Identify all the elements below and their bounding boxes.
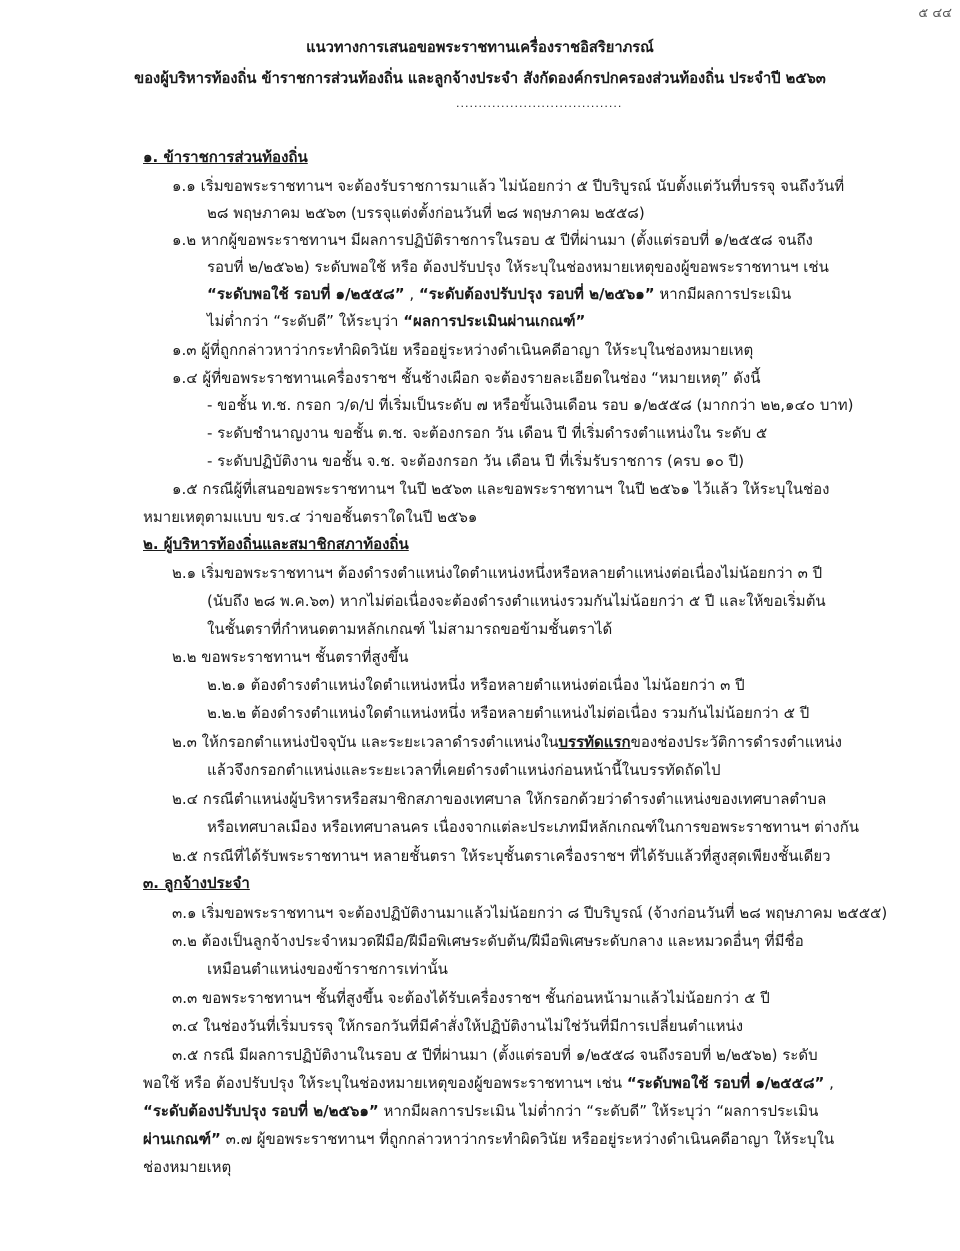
item-1-2-line-2: รอบที่ ๒/๒๕๖๒) ระดับพอใช้ หรือ ต้องปรับปรุง ให้ระบุในช่องหมายเหตุของผู้ขอพระราชทานฯ เช่น: [207, 258, 829, 276]
document-title: แนวทางการเสนอขอพระราชทานเครื่องราชอิสริยาภรณ์: [306, 38, 654, 56]
item-2-2-1: ๒.๒.๑ ต้องดำรงตำแหน่งใดตำแหน่งหนึ่ง หรือหลายตำแหน่งต่อเนื่อง ไม่น้อยกว่า ๓ ปี: [207, 676, 745, 694]
example-pass-result: “ผลการประเมินผ่านเกณฑ์”: [403, 312, 586, 330]
item-1-4-bullet-2: - ระดับชำนาญงาน ขอชั้น ต.ช. จะต้องกรอก วัน เดือน ปี ที่เริ่มดำรงตำแหน่งใน ระดับ ๕: [207, 424, 768, 442]
item-3-4: ๓.๔ ในช่องวันที่เริ่มบรรจุ ให้กรอกวันที่มีคำสั่งให้ปฏิบัติงานไม่ใช่วันที่มีการเปลี่ยนตำแหน่ง: [172, 1017, 744, 1035]
item-2-3-text-end: ของช่องประวัติการดำรงตำแหน่ง: [630, 733, 842, 751]
item-2-1-line-1: ๒.๑ เริ่มขอพระราชทานฯ ต้องดำรงตำแหน่งใดตำแหน่งหนึ่งหรือหลายตำแหน่งต่อเนื่องไม่น้อยกว่า ๓ ปี: [172, 564, 823, 582]
item-2-3-line-2: แล้วจึงกรอกตำแหน่งและระยะเวลาที่เคยดำรงตำแหน่งก่อนหน้านี้ในบรรทัดถัดไป: [207, 761, 721, 779]
item-1-2-line-3: [207, 284, 791, 304]
item-3-5-line-4: [143, 1129, 834, 1149]
separator-2: ,: [824, 1074, 834, 1092]
example-fair-level-2: “ระดับพอใช้ รอบที่ ๑/๒๕๕๘”: [626, 1074, 825, 1092]
separator: ,: [404, 285, 419, 303]
item-3-2-line-2: เหมือนตำแหน่งของข้าราชการเท่านั้น: [207, 960, 448, 978]
item-1-2-line-4: [207, 311, 585, 331]
example-pass-result-2: ผ่านเกณฑ์”: [143, 1130, 221, 1148]
document-subtitle: ของผู้บริหารท้องถิ่น ข้าราชการส่วนท้องถิ่น และลูกจ้างประจำ สังกัดองค์กรปกครองส่วนท้องถิ่น ประจำปี ๒๕๖๓: [134, 69, 826, 87]
section-1-heading: ๑. ข้าราชการส่วนท้องถิ่น: [143, 148, 308, 166]
item-3-2-line-1: ๓.๒ ต้องเป็นลูกจ้างประจำหมวดฝีมือ/ฝีมือพิเศษระดับต้น/ฝีมือพิเศษระดับกลาง และหมวดอื่นๆ ที่มีชื่อ: [172, 932, 804, 950]
title-divider: .....................................: [456, 97, 623, 110]
item-2-1-line-2: (นับถึง ๒๘ พ.ค.๖๓) หากไม่ต่อเนื่องจะต้องดำรงตำแหน่งรวมกันไม่น้อยกว่า ๕ ปี และให้ขอเริ่มต้น: [207, 592, 826, 610]
item-2-4-line-1: ๒.๔ กรณีตำแหน่งผู้บริหารหรือสมาชิกสภาของเทศบาล ให้กรอกด้วยว่าดำรงตำแหน่งของเทศบาลตำบล: [172, 790, 827, 808]
item-1-1-line-2: ๒๘ พฤษภาคม ๒๕๖๓ (บรรจุแต่งตั้งก่อนวันที่ ๒๘ พฤษภาคม ๒๕๕๘): [207, 204, 645, 222]
item-2-5: ๒.๕ กรณีที่ได้รับพระราชทานฯ หลายชั้นตรา ให้ระบุชั้นตราเครื่องราชฯ ที่ได้รับแล้วที่สูงสุดเพียงชั้นเดียว: [172, 847, 831, 865]
first-line-emphasis: บรรทัดแรก: [558, 733, 631, 751]
item-1-4-bullet-3: - ระดับปฏิบัติงาน ขอชั้น จ.ช. จะต้องกรอก วัน เดือน ปี ที่เริ่มรับราชการ (ครบ ๑๐ ปี): [207, 452, 745, 470]
item-3-5-line-2: [143, 1073, 834, 1093]
item-2-1-line-3: ในชั้นตราที่กำหนดตามหลักเกณฑ์ ไม่สามารถขอข้ามชั้นตราได้: [207, 620, 613, 638]
item-3-5-condition: หากมีผลการประเมิน ไม่ต่ำกว่า “ระดับดี” ให้ระบุว่า “ผลการประเมิน: [378, 1102, 819, 1120]
item-2-3-text: ๒.๓ ให้กรอกตำแหน่งปัจจุบัน และระยะเวลาดำรงตำแหน่งใน: [172, 733, 559, 751]
item-1-4-bullet-1: - ขอชั้น ท.ช. กรอก ว/ด/ป ที่เริ่มเป็นระดับ ๗ หรือขั้นเงินเดือน รอบ ๑/๒๕๕๘ (มากกว่า ๒๒,๑๔๐ บาท): [207, 396, 854, 414]
item-1-1-line-1: ๑.๑ เริ่มขอพระราชทานฯ จะต้องรับราชการมาแล้ว ไม่น้อยกว่า ๕ ปีบริบูรณ์ นับตั้งแต่วันที่บรรจุ จนถึงวันที่: [172, 177, 845, 195]
item-1-2-condition: ไม่ต่ำกว่า “ระดับดี” ให้ระบุว่า: [207, 312, 404, 330]
item-3-5-line-3: [143, 1101, 818, 1121]
item-3-1: ๓.๑ เริ่มขอพระราชทานฯ จะต้องปฏิบัติงานมาแล้วไม่น้อยกว่า ๘ ปีบริบูรณ์ (จ้างก่อนวันที่ ๒๘ พฤษภาคม ๒๕๕๕): [172, 904, 888, 922]
item-1-2-line-1: ๑.๒ หากผู้ขอพระราชทานฯ มีผลการปฏิบัติราชการในรอบ ๕ ปีที่ผ่านมา (ตั้งแต่รอบที่ ๑/๒๕๕๘ จนถึง: [172, 231, 813, 249]
item-3-7-text: ๓.๗ ผู้ขอพระราชทานฯ ที่ถูกกล่าวหาว่ากระทำผิดวินัย หรืออยู่ระหว่างดำเนินคดีอาญา ให้ระบุใน: [220, 1130, 835, 1148]
section-3-heading: ๓. ลูกจ้างประจำ: [143, 874, 250, 892]
example-fair-level: “ระดับพอใช้ รอบที่ ๑/๒๕๕๘”: [207, 285, 405, 303]
page-number-mark: ๕ ๔๔: [918, 6, 952, 21]
item-3-5-line-5: ช่องหมายเหตุ: [143, 1158, 232, 1176]
item-1-3: ๑.๓ ผู้ที่ถูกกล่าวหาว่ากระทำผิดวินัย หรืออยู่ระหว่างดำเนินคดีอาญา ให้ระบุในช่องหมายเหตุ: [172, 341, 754, 359]
example-improve-level-2: “ระดับต้องปรับปรุง รอบที่ ๒/๒๕๖๑”: [143, 1102, 379, 1120]
item-3-5-line-1: ๓.๕ กรณี มีผลการปฏิบัติงานในรอบ ๕ ปีที่ผ่านมา (ตั้งแต่รอบที่ ๑/๒๕๕๘ จนถึงรอบที่ ๒/๒๕๖๒) ระดับ: [172, 1046, 818, 1064]
item-1-5-line-1: ๑.๕ กรณีผู้ที่เสนอขอพระราชทานฯ ในปี ๒๕๖๓ และขอพระราชทานฯ ในปี ๒๕๖๑ ไว้แล้ว ให้ระบุในช่อง: [172, 480, 830, 498]
item-2-2-2: ๒.๒.๒ ต้องดำรงตำแหน่งใดตำแหน่งหนึ่ง หรือหลายตำแหน่งไม่ต่อเนื่อง รวมกันไม่น้อยกว่า ๕ ปี: [207, 704, 810, 722]
item-3-5-text: พอใช้ หรือ ต้องปรับปรุง ให้ระบุในช่องหมายเหตุของผู้ขอพระราชทานฯ เช่น: [143, 1074, 627, 1092]
item-1-5-line-2: หมายเหตุตามแบบ ขร.๔ ว่าขอชั้นตราใดในปี ๒๕๖๑: [143, 508, 478, 526]
section-2-heading: ๒. ผู้บริหารท้องถิ่นและสมาชิกสภาท้องถิ่น: [143, 535, 409, 553]
item-1-4: ๑.๔ ผู้ที่ขอพระราชทานเครื่องราชฯ ชั้นช้างเผือก จะต้องรายละเอียดในช่อง “หมายเหตุ” ดังนี้: [172, 369, 761, 387]
example-improve-level: “ระดับต้องปรับปรุง รอบที่ ๒/๒๕๖๑”: [418, 285, 655, 303]
item-3-3: ๓.๓ ขอพระราชทานฯ ชั้นที่สูงขึ้น จะต้องได้รับเครื่องราชฯ ชั้นก่อนหน้ามาแล้วไม่น้อยกว่า ๕ ปี: [172, 989, 770, 1007]
item-1-2-tail: หากมีผลการประเมิน: [654, 285, 792, 303]
item-2-2: ๒.๒ ขอพระราชทานฯ ชั้นตราที่สูงขึ้น: [172, 648, 409, 666]
item-2-3-line-1: [172, 732, 842, 752]
item-2-4-line-2: หรือเทศบาลเมือง หรือเทศบาลนคร เนื่องจากแต่ละประเภทมีหลักเกณฑ์ในการขอพระราชทานฯ ต่างกัน: [207, 818, 859, 836]
